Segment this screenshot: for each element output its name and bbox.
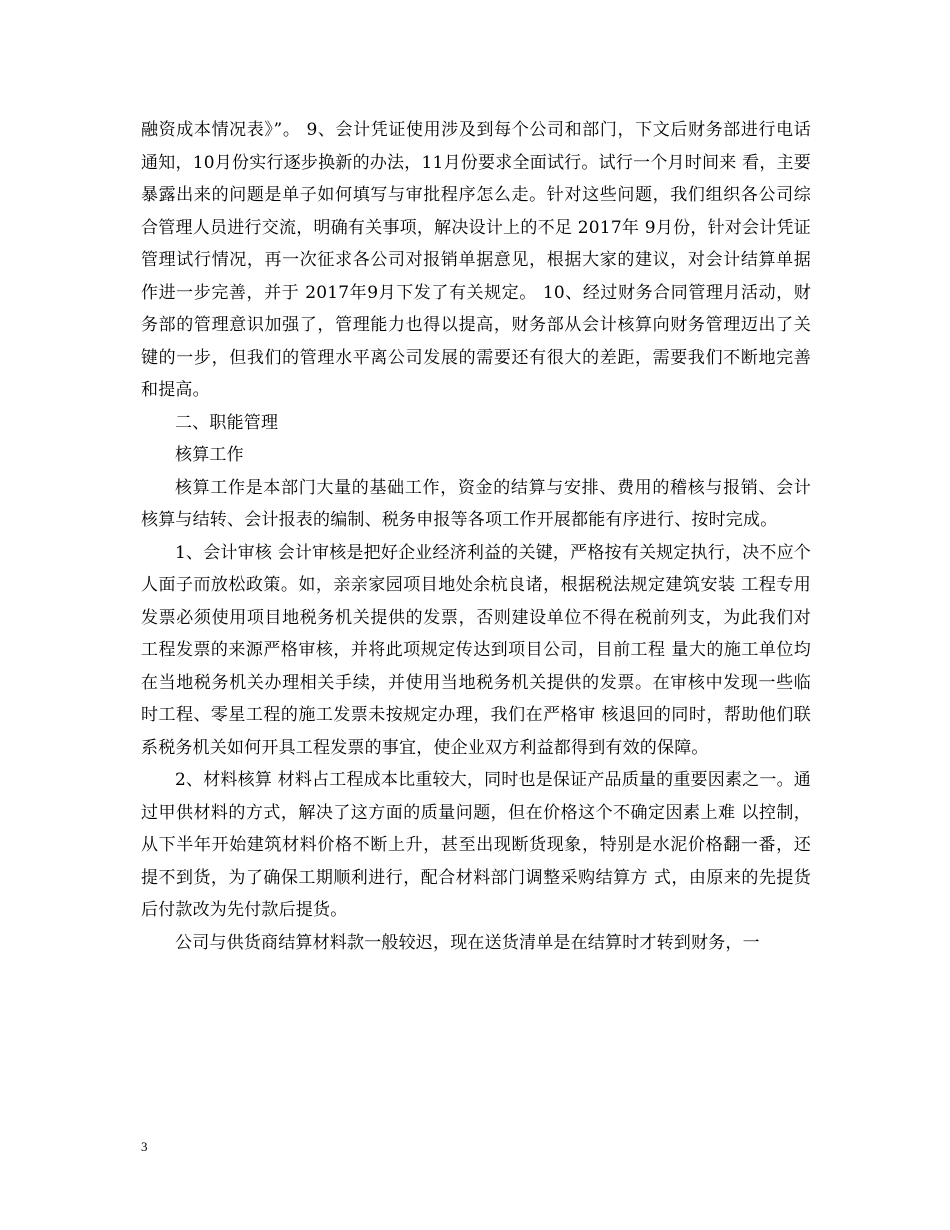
- paragraph-material-accounting: 2、材料核算 材料占工程成本比重较大，同时也是保证产品质量的重要因素之一。通过甲供材料的方式，解决了这方面的质量问题，但在价格这个不确定因素上难 以控制，从下半年开始建筑材料价格不断上升，甚至出现断货现象，特别是水泥价格翻一番，还提不到货，为了确保工期顺利进行，配合材料部门调整采购结算方 式，由原来的先提货后付款改为先付款后提货。: [141, 770, 811, 920]
- document-body: [141, 114, 811, 959]
- subsection-heading-accounting-work: 核算工作: [175, 445, 244, 465]
- paragraph-1: 融资成本情况表》”。 9、会计凭证使用涉及到每个公司和部门，下文后财务部进行电话通知，10月份实行逐步换新的办法，11月份要求全面试行。试行一个月时间来 看，主要暴露出来的问题是单子如何填写与审批程序怎么走。针对这些问题，我们组织各公司综合管理人员进行交流，明确有关事项，解决设计上的不足 2017年 9月份，针对会计凭证管理试行情况，再一次征求各公司对报销单据意见，根据大家的建议，对会计结算单据作进一步完善，并于 2017年9月下发了有关规定。 10、经过财务合同管理月活动，财务部的管理意识加强了，管理能力也得以提高，财务部从会计核算向财务管理迈出了关键的一步，但我们的管理水平离公司发展的需要还有很大的差距，需要我们不断地完善和提高。: [141, 120, 811, 400]
- paragraph-supplier-settlement: 公司与供货商结算材料款一般较迟，现在送货清单是在结算时才转到财务，一: [175, 932, 760, 953]
- section-heading-functional-management: 二、职能管理: [175, 412, 279, 433]
- paragraph-accounting-audit: 1、会计审核 会计审核是把好企业经济利益的关键，严格按有关规定执行，决不应个人面子而放松政策。如，亲亲家园项目地处余杭良诸，根据税法规定建筑安装 工程专用发票必须使用项目地税务机关提供的发票，否则建设单位不得在税前列支，为此我们对工程发票的来源严格审核，并将此项规定传达到项目公司，目前工程 量大的施工单位均在当地税务机关办理相关手续，并使用当地税务机关提供的发票。在审核中发现一些临时工程、零星工程的施工发票未按规定办理，我们在严格审 核退回的同时，帮助他们联系税务机关如何开具工程发票的事宜，使企业双方利益都得到有效的保障。: [141, 542, 811, 758]
- paragraph-accounting-work: 核算工作是本部门大量的基础工作，资金的结算与安排、费用的稽核与报销、会计核算与结转、会计报表的编制、税务申报等各项工作开展都能有序进行、按时完成。: [141, 477, 811, 530]
- page-number: 3: [141, 1139, 148, 1154]
